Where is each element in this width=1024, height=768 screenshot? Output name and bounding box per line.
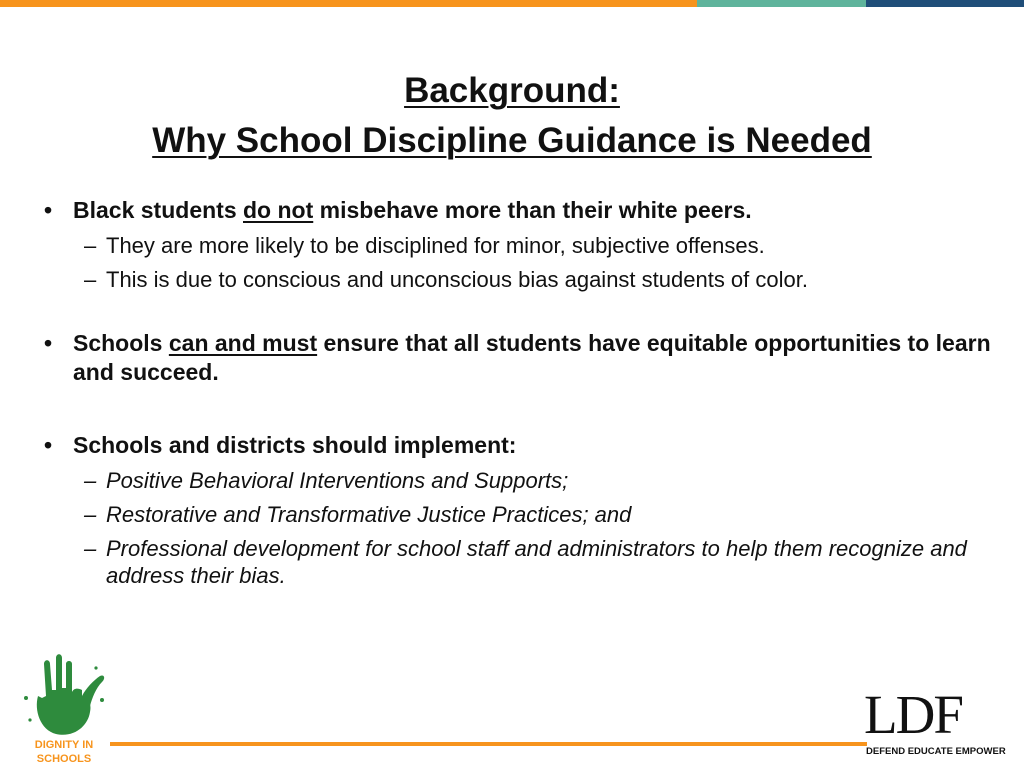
bullet-2-text-b: ensure that all students have equitable opportunities to learn and succeed. <box>73 330 991 385</box>
sub-bullet-1-1-text: They are more likely to be disciplined for minor, subjective offenses. <box>106 233 765 258</box>
bullet-1-text-a: Black students <box>73 197 243 223</box>
dignity-in-schools-text: DIGNITY IN SCHOOLS <box>34 739 94 765</box>
sub-bullet-1-2 <box>84 266 994 293</box>
sub-bullet-3-2 <box>84 501 994 528</box>
dash: – <box>84 536 97 561</box>
bullet-2-emphasis: can and must <box>168 330 318 356</box>
bottom-accent-line <box>110 742 867 746</box>
dignity-in-schools-logo <box>16 650 112 765</box>
slide-title <box>0 66 1024 166</box>
sub-bullet-3-1-text: Positive Behavioral Interventions and Supports; <box>106 468 569 493</box>
bullet-2 <box>44 329 994 387</box>
bullet-1-emphasis: do not <box>243 197 314 223</box>
dash: – <box>84 267 97 292</box>
bullet-dot: • <box>44 197 53 223</box>
bullet-1 <box>44 196 994 225</box>
bullet-dot: • <box>44 432 53 458</box>
bullet-2-text-a: Schools <box>73 330 169 356</box>
ldf-logo <box>864 686 1006 760</box>
sub-bullet-3-1 <box>84 467 994 494</box>
dash: – <box>84 502 97 527</box>
bullet-1-text-b: misbehave more than their white peers. <box>313 197 752 223</box>
top-accent-bar <box>0 0 1024 7</box>
bullet-dot: • <box>44 330 53 356</box>
sub-bullet-1-2-text: This is due to conscious and unconscious bias against students of color. <box>106 267 808 292</box>
sub-bullet-3-3-text: Professional development for school staff and administrators to help them recognize and address their bias. <box>106 536 967 588</box>
accent-segment-orange <box>0 0 697 7</box>
spacer <box>44 293 994 329</box>
accent-segment-teal <box>697 0 866 7</box>
accent-segment-navy <box>866 0 1024 7</box>
dash: – <box>84 233 97 258</box>
ldf-tagline: DEFEND EDUCATE EMPOWER <box>866 746 1006 757</box>
bullet-3 <box>44 431 994 460</box>
slide-content <box>44 196 994 589</box>
dash: – <box>84 468 97 493</box>
sub-bullet-3-3 <box>84 535 994 589</box>
sub-bullet-1-1 <box>84 232 994 259</box>
ldf-wordmark: LDF <box>864 684 962 745</box>
hand-print-icon <box>16 650 112 740</box>
spacer <box>44 387 994 431</box>
sub-bullet-3-2-text: Restorative and Transformative Justice Practices; and <box>106 502 632 527</box>
title-line-2: Why School Discipline Guidance is Needed <box>152 121 872 160</box>
title-line-1: Background: <box>404 71 620 110</box>
bullet-3-text: Schools and districts should implement: <box>73 432 517 458</box>
